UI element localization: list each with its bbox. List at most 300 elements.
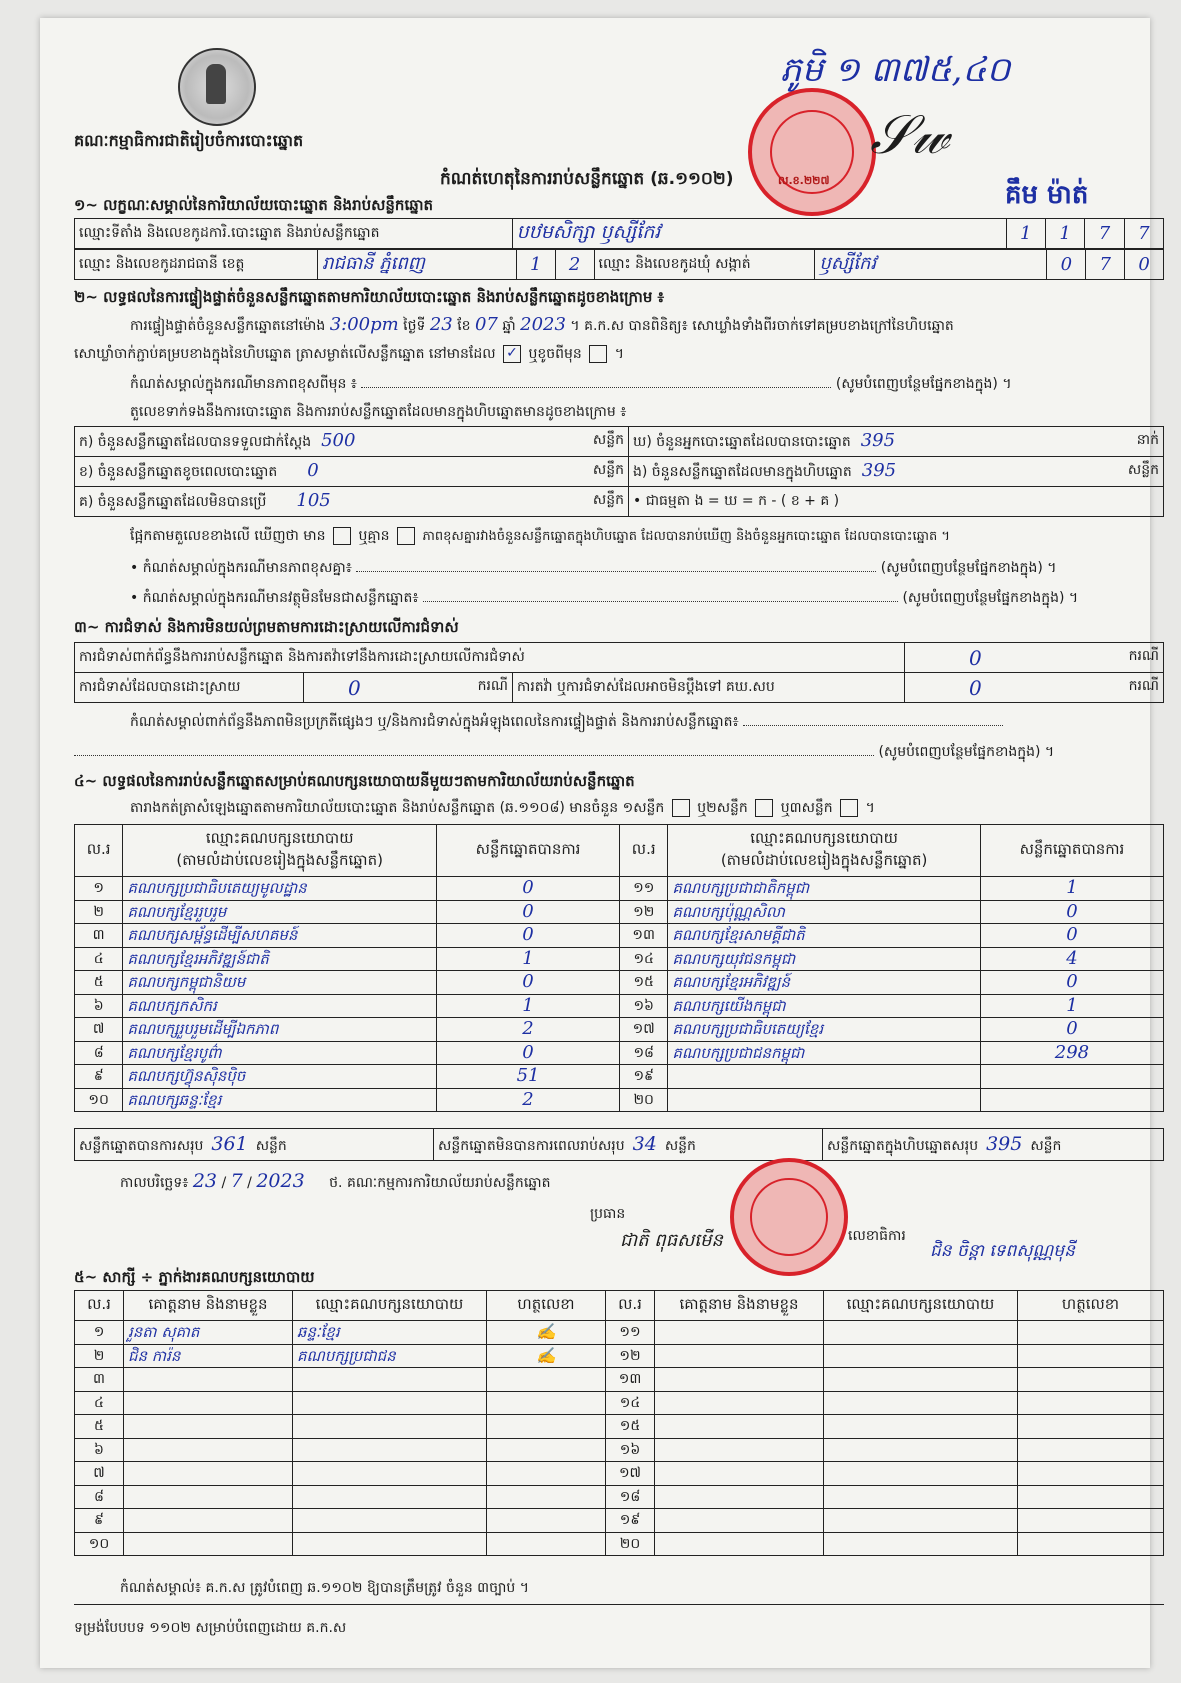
- party-results-body: [75, 877, 1164, 1112]
- col-party-left-text: ឈ្មោះគណបក្សនយោបាយ: [205, 828, 354, 847]
- party-right-party: គណបក្សយុវជនកម្ពុជា: [668, 947, 981, 971]
- secretary-title: លេខាធិការ: [848, 1228, 906, 1244]
- witness-right-name: [655, 1391, 824, 1415]
- in-box-value: 395: [861, 460, 897, 481]
- party-left-party: គណបក្សខ្មែររួបរួម: [123, 900, 437, 924]
- table-row: [75, 1065, 1164, 1089]
- witness-left-name: [124, 1532, 293, 1556]
- witness-left-name: [124, 1368, 293, 1392]
- province-code-2: 2: [555, 250, 594, 280]
- party-left-votes: 51: [437, 1065, 620, 1089]
- irregularity-note: [130, 712, 1003, 733]
- party-left-party: គណបក្សកម្ពុជានិយម: [123, 971, 437, 995]
- witness-left-name: រួនតា សុគាត: [124, 1321, 293, 1345]
- witness-right-no: ១១: [606, 1321, 655, 1345]
- col-party-left-sub: (តាមលំដាប់លេខរៀងក្នុងសន្លឹកឆ្នោត): [176, 850, 383, 869]
- unused-label: គ) ចំនួនសន្លឹកឆ្នោតដែលមិនបានប្រើ: [79, 494, 267, 510]
- party-left-no: ៥: [75, 971, 123, 995]
- commune-value: ឫស្សីកែវ: [815, 250, 1047, 280]
- difference-note-label: កំណត់សម្គាល់ក្នុងករណីមានភាពខុសពីមុន ៖: [130, 376, 357, 392]
- witness-right-name: [655, 1485, 824, 1509]
- witness-right-no: ១៦: [606, 1438, 655, 1462]
- party-left-votes: 2: [437, 1018, 620, 1042]
- witness-left-no: ១០: [75, 1532, 124, 1556]
- witness-right-party: [824, 1344, 1018, 1368]
- witness-right-no: ១៤: [606, 1391, 655, 1415]
- voters-unit: នាក់: [1136, 432, 1159, 448]
- bullet-non-ballot-fill: (សូមបំពេញបន្ថែមផ្នែកខាងក្នុង) ។: [902, 590, 1079, 606]
- witness-right-no: ១៥: [606, 1415, 655, 1439]
- province-value: រាជធានី ភ្នំពេញ: [318, 250, 517, 280]
- voters-value: 395: [860, 430, 896, 451]
- table-row: [75, 900, 1164, 924]
- party-left-party: គណបក្សសម្ព័ន្ធដើម្បីសហគមន៍: [123, 924, 437, 948]
- witness-left-sign: [487, 1368, 606, 1392]
- check-mark-icon: ✓: [506, 345, 518, 361]
- bullet-difference-label: • កំណត់សម្គាល់ក្នុងករណីមានភាពខុសគ្នា៖: [130, 560, 352, 576]
- party-right-votes: [980, 1065, 1163, 1089]
- spoiled-unit: សន្លឹក: [592, 462, 624, 478]
- party-right-votes: 1: [980, 994, 1163, 1018]
- col-no-left: ល.រ: [75, 825, 123, 877]
- total-invalid-label: សន្លឹកឆ្នោតមិនបានការពេលរាប់សរុប: [438, 1137, 625, 1154]
- verify-text-b: ថ្ងៃទី: [403, 318, 426, 334]
- party-right-votes: 0: [980, 1018, 1163, 1042]
- witness-right-name: [655, 1462, 824, 1486]
- witness-right-party: [824, 1462, 1018, 1486]
- party-right-votes: 1: [980, 877, 1163, 901]
- seal-tail: ឬខូចពីមុន: [528, 346, 582, 362]
- witness-body: [75, 1321, 1164, 1556]
- section4-heading: ៤~ លទ្ធផលនៃការរាប់សន្លឹកឆ្នោតសម្រាប់គណបក្សនយោបាយនីមួយៗតាមការិយាល័យរាប់សន្លឹកឆ្នោត: [74, 772, 635, 790]
- date-month: 7: [230, 1170, 243, 1192]
- party-right-votes: 0: [980, 900, 1163, 924]
- party-right-no: ១៧: [620, 1018, 668, 1042]
- total-box-value: 395: [986, 1132, 1023, 1155]
- figures-row: [75, 427, 1164, 457]
- witness-left-no: ៨: [75, 1485, 124, 1509]
- spoiled-value: 0: [307, 460, 319, 481]
- province-table: [74, 249, 1164, 280]
- table-row: [75, 1485, 1164, 1509]
- committee-label: ថ. គណៈកម្មការការិយាល័យរាប់សន្លឹកឆ្នោត: [329, 1175, 551, 1191]
- formula-text: • ជាធម្មតា ង = ឃ = ក - ( ខ + គ ): [629, 487, 1164, 517]
- witness-left-party: [293, 1391, 487, 1415]
- witness-left-no: ៤: [75, 1391, 124, 1415]
- party-right-votes: 298: [980, 1041, 1163, 1065]
- difference-note-line: [130, 374, 1160, 395]
- received-value: 500: [321, 430, 356, 451]
- party-left-party: គណបក្សខ្មែរបូព៌ា: [123, 1041, 437, 1065]
- complaint-appeal-value: 0: [969, 675, 982, 700]
- witness-left-name: [124, 1391, 293, 1415]
- party-right-party: គណបក្សប្រជាជនកម្ពុជា: [668, 1041, 981, 1065]
- voters-label: ឃ) ចំនួនអ្នកបោះឆ្នោតដែលបានបោះឆ្នោត: [633, 434, 851, 450]
- form-title: កំណត់ហេតុនៃការរាប់សន្លឹកឆ្នោត (ឆ.១១០២): [440, 169, 734, 189]
- witness-left-sign: [487, 1532, 606, 1556]
- col-party-right: [668, 825, 981, 877]
- party-left-no: ៣: [75, 924, 123, 948]
- witness-left-sign: [487, 1462, 606, 1486]
- witness-right-name: [655, 1532, 824, 1556]
- witness-left-party: [293, 1509, 487, 1533]
- party-right-party: គណបក្សប្រជាជាតិកម្ពុជា: [668, 877, 981, 901]
- witness-right-sign: [1018, 1462, 1164, 1486]
- compare-text-c: ភាពខុសគ្នារវាងចំនួនសន្លឹកឆ្នោតក្នុងហិបឆ្នោត ដែលបានរាប់ឃើញ និងចំនួនអ្នកបោះឆ្នោត ដែលបានបោះឆ្នោត ។: [422, 529, 950, 544]
- complaint-related-label: ការជំទាស់ពាក់ព័ន្ធនឹងការរាប់សន្លឹកឆ្នោត និងការតវ៉ាទៅនឹងការដោះស្រាយលើការជំទាស់: [75, 643, 905, 673]
- w-col-name-left: គោត្តនាម និងនាមខ្លួន: [124, 1291, 293, 1321]
- witness-left-name: [124, 1415, 293, 1439]
- spoiled-label: ខ) ចំនួនសន្លឹកឆ្នោតខូចពេលបោះឆ្នោត: [79, 464, 278, 480]
- bullet-difference-fill: (សូមបំពេញបន្ថែមផ្នែកខាងក្នុង) ។: [880, 560, 1057, 576]
- complaint-related-unit: ករណី: [1128, 647, 1159, 664]
- three-sheet-checkbox[interactable]: [840, 799, 858, 817]
- col-party-right-sub: (តាមលំដាប់លេខរៀងក្នុងសន្លឹកឆ្នោត): [720, 850, 928, 869]
- witness-right-party: [824, 1368, 1018, 1392]
- witness-left-no: ៥: [75, 1415, 124, 1439]
- witness-left-no: ៧: [75, 1462, 124, 1486]
- party-right-votes: 4: [980, 947, 1163, 971]
- party-right-no: ១៥: [620, 971, 668, 995]
- witness-left-no: ៦: [75, 1438, 124, 1462]
- party-left-votes: 0: [437, 971, 620, 995]
- tally-sheet-text3: ឬ៣សន្លឹក: [780, 800, 833, 816]
- party-left-votes: 1: [437, 947, 620, 971]
- col-party-right-text: ឈ្មោះគណបក្សនយោបាយ: [750, 828, 898, 847]
- party-right-party: គណបក្សខ្មែរអភិវឌ្ឍន៍: [668, 971, 981, 995]
- compare-line: [130, 526, 950, 547]
- witness-right-no: ១៣: [606, 1368, 655, 1392]
- secretary-signature: ជិន ចិន្តា ទេពសុណ្ណមុនី: [930, 1241, 1075, 1261]
- location-code-3: 7: [1085, 219, 1124, 249]
- witness-right-no: ១៧: [606, 1462, 655, 1486]
- col-votes-right: សន្លឹកឆ្នោតបានការ: [980, 825, 1163, 877]
- witness-right-sign: [1018, 1532, 1164, 1556]
- party-right-no: ២០: [620, 1088, 668, 1112]
- form-sheet: [40, 18, 1159, 1668]
- province-code-1: 1: [516, 250, 555, 280]
- w-col-party-right: ឈ្មោះគណបក្សនយោបាយ: [824, 1291, 1018, 1321]
- seal-line: សោឃ្លាំចាក់ភ្ជាប់គម្របខាងក្នុងនៃហិបឆ្នោត ត្រាសម្ងាត់លើសន្លឹកឆ្នោត នៅមានដែល ✓ ឬខូចពីមុន ។: [74, 345, 624, 362]
- signer-name: គឹម ម៉ាត់: [1005, 180, 1089, 210]
- compare-text-a: ផ្អែកតាមតួលេខខាងលើ ឃើញថា មាន: [130, 528, 326, 544]
- party-right-votes: 0: [980, 971, 1163, 995]
- table-row: [75, 1344, 1164, 1368]
- one-sheet-checkbox[interactable]: [672, 799, 690, 817]
- witness-right-party: [824, 1391, 1018, 1415]
- figures-row: [75, 457, 1164, 487]
- witness-left-party: [293, 1462, 487, 1486]
- party-left-no: ៨: [75, 1041, 123, 1065]
- table-row: [75, 1391, 1164, 1415]
- tally-sheet-text: តារាងកត់ត្រាសំឡេងឆ្នោតតាមការិយាល័យបោះឆ្នោត និងរាប់សន្លឹកឆ្នោត (ឆ.១១០៨) មានចំនួន ១សន្លឹក: [130, 800, 665, 816]
- party-right-party: [668, 1065, 981, 1089]
- location-label: ឈ្មោះទីតាំង និងលេខកូដការិ.បោះឆ្នោត និងរាប់សន្លឹកឆ្នោត: [75, 219, 513, 249]
- verify-text-d: ឆ្នាំ: [502, 318, 516, 334]
- witness-right-sign: [1018, 1415, 1164, 1439]
- official-stamp-bottom: [730, 1158, 848, 1276]
- witness-left-party: [293, 1532, 487, 1556]
- witness-left-party: [293, 1415, 487, 1439]
- witness-left-no: ៩: [75, 1509, 124, 1533]
- received-label: ក) ចំនួនសន្លឹកឆ្នោតដែលបានទទួលជាក់ស្តែង: [79, 434, 312, 450]
- totals-table: [74, 1128, 1164, 1161]
- ballot-figures-table: [74, 426, 1164, 517]
- has-difference-checkbox[interactable]: [333, 527, 351, 545]
- party-left-votes: 1: [437, 994, 620, 1018]
- final-note: កំណត់សម្គាល់៖ គ.ក.ស ត្រូវបំពេញ ឆ.១១០២ ឱ្យបានត្រឹមត្រូវ ចំនួន ៣ច្បាប់ ។: [120, 1580, 529, 1596]
- party-left-no: ៦: [75, 994, 123, 1018]
- table-row: [75, 1041, 1164, 1065]
- party-right-no: ១៨: [620, 1041, 668, 1065]
- signature-top: 𝒮𝓌: [870, 103, 950, 166]
- location-code-2: 1: [1045, 219, 1084, 249]
- witness-left-sign: ✍: [487, 1344, 606, 1368]
- footer-divider: [74, 1604, 1164, 1605]
- figures-intro: តួលេខទាក់ទងនឹងការបោះឆ្នោត និងការរាប់សន្លឹកឆ្នោតដែលមានក្នុងហិបឆ្នោតមានដូចខាងក្រោម ៖: [130, 404, 627, 420]
- total-valid-unit: សន្លឹក: [255, 1137, 287, 1154]
- table-row: [75, 947, 1164, 971]
- verify-text-a: ការផ្ទៀងផ្ទាត់ចំនួនសន្លឹកឆ្នោតនៅម៉ោង: [130, 318, 326, 334]
- two-sheet-checkbox[interactable]: [755, 799, 773, 817]
- w-col-party-left: ឈ្មោះគណបក្សនយោបាយ: [293, 1291, 487, 1321]
- party-left-no: ៩: [75, 1065, 123, 1089]
- witness-right-no: ១៨: [606, 1485, 655, 1509]
- witness-left-name: [124, 1438, 293, 1462]
- bullet-non-ballot: [130, 588, 1078, 609]
- witness-left-name: [124, 1509, 293, 1533]
- location-code-1: 1: [1006, 219, 1045, 249]
- party-right-no: ១៣: [620, 924, 668, 948]
- party-left-no: ៧: [75, 1018, 123, 1042]
- party-left-party: គណបក្សខ្មែរអភិវឌ្ឍន៍ជាតិ: [123, 947, 437, 971]
- witness-left-no: ២: [75, 1344, 124, 1368]
- witness-left-sign: [487, 1509, 606, 1533]
- complaint-appeal-label: ការតវ៉ា ឬការជំទាស់ដែលអាចមិនប្តឹងទៅ គឃ.សប: [513, 673, 905, 703]
- damaged-checkbox[interactable]: [589, 345, 607, 363]
- witness-right-party: [824, 1415, 1018, 1439]
- received-unit: សន្លឹក: [592, 432, 624, 448]
- verify-text-c: ខែ: [457, 318, 471, 334]
- w-col-name-right: គោត្តនាម និងនាមខ្លួន: [655, 1291, 824, 1321]
- bullet-difference: [130, 558, 1056, 579]
- witness-right-sign: [1018, 1509, 1164, 1533]
- irregularity-label: កំណត់សម្គាល់ពាក់ព័ន្ធនឹងភាពមិនប្រក្រតីផ្សេងៗ ឬ/និងការជំទាស់ក្នុងអំឡុងពេលនៃការផ្ទៀងផ្ទាត់ និងការរាប់សន្លឹកឆ្នោត៖: [130, 714, 739, 730]
- party-left-party: គណបក្សហ៊្វុនស៊ិនប៉ិច: [123, 1065, 437, 1089]
- location-value: បឋមសិក្សា ឫស្សីកែវ: [512, 219, 1006, 249]
- witness-left-sign: ✍: [487, 1321, 606, 1345]
- bullet-non-ballot-label: • កំណត់សម្គាល់ក្នុងករណីមានវត្ថុមិនមែនជាសន្លឹកឆ្នោត៖: [130, 590, 419, 606]
- party-left-votes: 0: [437, 877, 620, 901]
- commune-code-2: 7: [1086, 250, 1125, 280]
- witness-left-name: ជិន ការ៉ន: [124, 1344, 293, 1368]
- unused-unit: សន្លឹក: [592, 492, 624, 508]
- witness-left-sign: [487, 1485, 606, 1509]
- witness-left-party: [293, 1438, 487, 1462]
- total-invalid-unit: សន្លឹក: [664, 1137, 696, 1154]
- nec-logo: [178, 48, 256, 126]
- witness-left-party: [293, 1485, 487, 1509]
- party-left-votes: 0: [437, 1041, 620, 1065]
- table-row: [75, 1368, 1164, 1392]
- party-right-no: ១៤: [620, 947, 668, 971]
- compare-text-b: ឬគ្មាន: [358, 528, 390, 544]
- org-name: គណៈកម្មាធិការជាតិរៀបចំការបោះឆ្នោត: [74, 131, 304, 150]
- commune-label: ឈ្មោះ និងលេខកូដឃុំ សង្កាត់: [594, 250, 815, 280]
- in-box-unit: សន្លឹក: [1127, 462, 1159, 478]
- col-no-right: ល.រ: [620, 825, 668, 877]
- table-row: [75, 877, 1164, 901]
- irregularity-line2: [74, 742, 1054, 763]
- total-box-label: សន្លឹកឆ្នោតក្នុងហិបឆ្នោតសរុប: [827, 1137, 979, 1154]
- col-party-left: [123, 825, 437, 877]
- party-right-no: ១២: [620, 900, 668, 924]
- complaint-appeal-unit: ករណី: [1128, 677, 1159, 694]
- section3-heading: ៣~ ការជំទាស់ និងការមិនយល់ព្រមតាមការដោះស្រាយលើការជំទាស់: [74, 618, 459, 636]
- top-handwritten-note: ភូមិ ១ ៣៧៥,៤០: [780, 50, 1011, 90]
- province-label: ឈ្មោះ និងលេខកូដរាជធានី ខេត្ត: [75, 250, 318, 280]
- party-left-party: គណបក្សកសិករ: [123, 994, 437, 1018]
- irregularity-fill: (សូមបំពេញបន្ថែមផ្នែកខាងក្នុង) ។: [878, 744, 1055, 760]
- witness-left-sign: [487, 1438, 606, 1462]
- table-row: [75, 1462, 1164, 1486]
- col-votes-left: សន្លឹកឆ្នោតបានការ: [437, 825, 620, 877]
- section1-heading: ១~ លក្ខណៈសម្គាល់នៃការិយាល័យបោះឆ្នោត និងរាប់សន្លឹកឆ្នោត: [74, 196, 434, 214]
- witness-right-sign: [1018, 1368, 1164, 1392]
- official-stamp-top: [748, 88, 876, 216]
- total-valid-label: សន្លឹកឆ្នោតបានការសរុប: [79, 1137, 204, 1154]
- party-results-table: [74, 824, 1164, 1112]
- in-box-label: ង) ចំនួនសន្លឹកឆ្នោតដែលមានក្នុងហិបឆ្នោត: [633, 464, 852, 480]
- party-right-party: [668, 1088, 981, 1112]
- table-row: [75, 1088, 1164, 1112]
- party-right-no: ១១: [620, 877, 668, 901]
- verify-day: 23: [429, 314, 453, 335]
- witness-right-name: [655, 1321, 824, 1345]
- witness-right-no: ២០: [606, 1532, 655, 1556]
- verification-line: [130, 314, 954, 337]
- party-right-votes: [980, 1088, 1163, 1112]
- no-difference-checkbox[interactable]: [397, 527, 415, 545]
- party-right-party: គណបក្សប្រជាធិបតេយ្យខ្មែរ: [668, 1018, 981, 1042]
- unused-value: 105: [296, 490, 331, 511]
- party-right-party: គណបក្សយើងកម្ពុជា: [668, 994, 981, 1018]
- witness-right-name: [655, 1415, 824, 1439]
- verify-year: 2023: [520, 314, 566, 335]
- party-left-no: ២: [75, 900, 123, 924]
- table-row: [75, 1509, 1164, 1533]
- witness-right-sign: [1018, 1344, 1164, 1368]
- w-col-no-left: ល.រ: [75, 1291, 124, 1321]
- w-col-sign-right: ហត្ថលេខា: [1018, 1291, 1164, 1321]
- stamp-label: ល.ខ.២២៧: [778, 174, 830, 187]
- witness-left-party: ឆន្ទៈខ្មែរ: [293, 1321, 487, 1345]
- witness-right-party: [824, 1485, 1018, 1509]
- witness-left-no: ១: [75, 1321, 124, 1345]
- seal-text: សោឃ្លាំចាក់ភ្ជាប់គម្របខាងក្នុងនៃហិបឆ្នោត ត្រាសម្ងាត់លើសន្លឹកឆ្នោត នៅមានដែល: [74, 346, 496, 362]
- witness-left-sign: [487, 1415, 606, 1439]
- witness-right-name: [655, 1368, 824, 1392]
- witness-right-sign: [1018, 1321, 1164, 1345]
- witness-left-party: [293, 1368, 487, 1392]
- section5-heading: ៥~ សាក្សី ÷ ភ្នាក់ងារគណបក្សនយោបាយ: [74, 1268, 315, 1286]
- total-valid-value: 361: [211, 1132, 248, 1155]
- party-right-no: ១៦: [620, 994, 668, 1018]
- table-row: [75, 994, 1164, 1018]
- witness-right-name: [655, 1509, 824, 1533]
- section2-heading: ២~ លទ្ធផលនៃការផ្ទៀងផ្ទាត់ចំនួនសន្លឹកឆ្នោតតាមការិយាល័យបោះឆ្នោត និងរាប់សន្លឹកឆ្នោតដូចខាងក្រោម ៖: [74, 288, 665, 306]
- commune-code-3: 0: [1125, 250, 1164, 280]
- witness-right-party: [824, 1532, 1018, 1556]
- figures-row: [75, 487, 1164, 517]
- witness-right-no: ១២: [606, 1344, 655, 1368]
- witness-left-no: ៣: [75, 1368, 124, 1392]
- date-line: កាលបរិច្ឆេទ៖ 23 / 7 / 2023 ថ. គណៈកម្មការការិយាល័យរាប់សន្លឹកឆ្នោត: [120, 1170, 551, 1192]
- table-row: [75, 1018, 1164, 1042]
- intact-checkbox[interactable]: [503, 345, 521, 363]
- witness-right-name: [655, 1438, 824, 1462]
- table-row: [75, 1532, 1164, 1556]
- party-left-party: គណបក្សប្រជាធិបតេយ្យមូលដ្ឋាន: [123, 877, 437, 901]
- chair-signature: ជាតិ ពុធសមើន: [620, 1230, 723, 1251]
- party-right-party: គណបក្សប៉ុណ្ណសិលា: [668, 900, 981, 924]
- party-left-party: គណបក្សឆន្ទៈខ្មែរ: [123, 1088, 437, 1112]
- witness-right-party: [824, 1509, 1018, 1533]
- complaints-table: [74, 642, 1164, 703]
- witness-right-party: [824, 1321, 1018, 1345]
- table-row: [75, 971, 1164, 995]
- complaint-resolved-value: 0: [348, 675, 361, 700]
- w-col-sign-left: ហត្ថលេខា: [487, 1291, 606, 1321]
- tally-sheet-text2: ឬ២សន្លឹក: [697, 800, 748, 816]
- table-row: [75, 1321, 1164, 1345]
- table-row: [75, 924, 1164, 948]
- party-left-no: ១: [75, 877, 123, 901]
- complaint-related-value: 0: [969, 645, 982, 670]
- witness-left-name: [124, 1485, 293, 1509]
- party-left-no: ១០: [75, 1088, 123, 1112]
- witness-right-sign: [1018, 1485, 1164, 1509]
- witness-right-name: [655, 1344, 824, 1368]
- difference-fill-note: (សូមបំពេញបន្ថែមផ្នែកខាងក្នុង) ។: [835, 376, 1012, 392]
- party-left-no: ៤: [75, 947, 123, 971]
- total-invalid-value: 34: [632, 1132, 657, 1155]
- party-left-party: គណបក្សរួបរួមដើម្បីឯកភាព: [123, 1018, 437, 1042]
- form-footer: ទម្រង់បែបបទ ១១០២ សម្រាប់បំពេញដោយ គ.ក.ស: [74, 1620, 347, 1636]
- witness-left-sign: [487, 1391, 606, 1415]
- party-right-no: ១៩: [620, 1065, 668, 1089]
- location-table: [74, 218, 1164, 249]
- witness-left-party: គណបក្សប្រជាជន: [293, 1344, 487, 1368]
- table-row: [75, 1415, 1164, 1439]
- witness-right-sign: [1018, 1438, 1164, 1462]
- complaint-resolved-unit: ករណី: [477, 677, 508, 694]
- party-right-votes: 0: [980, 924, 1163, 948]
- party-left-votes: 0: [437, 924, 620, 948]
- location-code-4: 7: [1124, 219, 1163, 249]
- witness-table: [74, 1290, 1164, 1556]
- party-right-party: គណបក្សខ្មែរសាមគ្គីជាតិ: [668, 924, 981, 948]
- complaint-resolved-label: ការជំទាស់ដែលបានដោះស្រាយ: [75, 673, 304, 703]
- verify-text-e: ។ គ.ក.ស បានពិនិត្យ៖ សោឃ្លាំងទាំងពីរចាក់ទៅគម្របខាងក្រៅនៃហិបឆ្នោត: [570, 318, 954, 334]
- party-left-votes: 2: [437, 1088, 620, 1112]
- witness-right-party: [824, 1438, 1018, 1462]
- witness-left-name: [124, 1462, 293, 1486]
- chair-title: ប្រធាន: [590, 1206, 626, 1222]
- verify-time: 3:00pm: [329, 314, 399, 335]
- witness-right-sign: [1018, 1391, 1164, 1415]
- date-year: 2023: [256, 1170, 305, 1192]
